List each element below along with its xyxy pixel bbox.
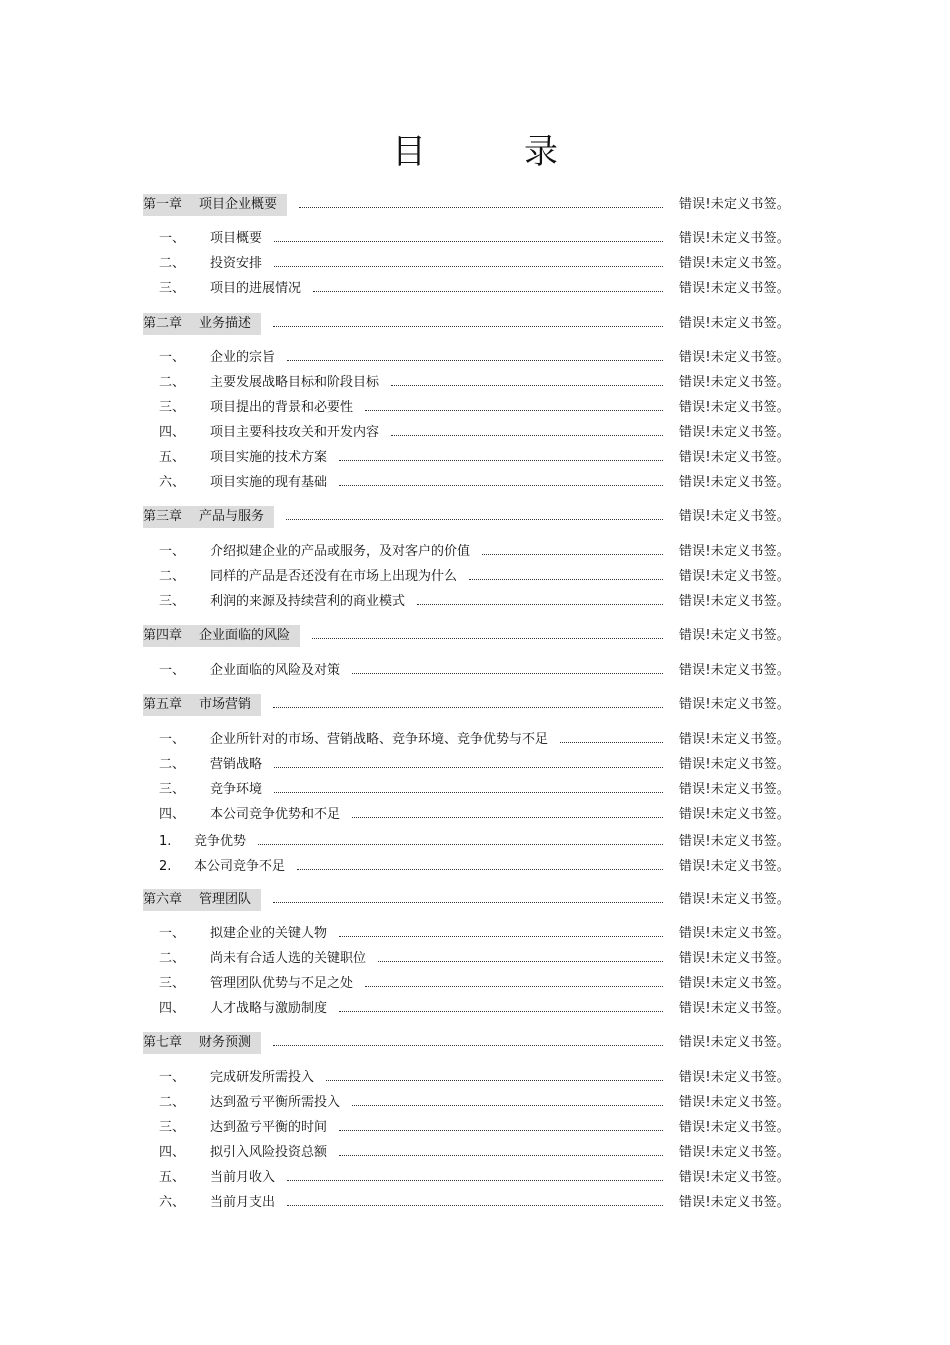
toc-entry[interactable]	[143, 998, 790, 1020]
toc-entry-title: 项目的进展情况	[210, 281, 302, 296]
toc-entry-number: 二、	[159, 757, 186, 772]
toc-entry[interactable]	[143, 253, 790, 275]
toc-leader-dots	[482, 554, 663, 555]
toc-entry-title: 主要发展战略目标和阶段目标	[210, 375, 380, 390]
toc-entry-number: 一、	[159, 231, 186, 246]
toc-page-reference: 错误!未定义书签。	[678, 475, 790, 490]
toc-entry[interactable]	[143, 541, 790, 563]
toc-chapter-entry[interactable]	[143, 506, 790, 528]
toc-entry-label	[159, 253, 262, 275]
toc-entry-title: 当前月支出	[210, 1195, 276, 1210]
toc-entry-title: 企业面临的风险	[199, 628, 291, 643]
toc-leader-dots	[274, 266, 663, 267]
toc-entry-title: 项目企业概要	[199, 197, 278, 212]
toc-page-reference: 错误!未定义书签。	[678, 231, 790, 246]
toc-page-reference: 错误!未定义书签。	[678, 400, 790, 415]
toc-leader-dots	[352, 673, 663, 674]
toc-entry-label	[143, 194, 287, 216]
toc-leader-dots	[273, 326, 663, 327]
toc-entry-number: 三、	[159, 782, 186, 797]
toc-entry-number: 四、	[159, 1145, 186, 1160]
toc-chapter-entry[interactable]	[143, 694, 790, 716]
toc-page-reference: 错误!未定义书签。	[678, 807, 790, 822]
toc-entry-title: 业务描述	[199, 316, 252, 331]
toc-entry-number: 三、	[159, 1120, 186, 1135]
toc-entry[interactable]	[143, 831, 790, 853]
toc-leader-dots	[339, 485, 663, 486]
toc-leader-dots	[273, 707, 663, 708]
toc-entry-number: 第六章	[143, 892, 183, 907]
toc-leader-dots	[417, 604, 663, 605]
toc-chapter-entry[interactable]	[143, 625, 790, 647]
toc-entry-title: 投资安排	[210, 256, 263, 271]
toc-leader-dots	[274, 792, 663, 793]
toc-entry-number: 2.	[159, 859, 172, 874]
toc-entry-number: 一、	[159, 663, 186, 678]
toc-entry-label	[159, 1117, 327, 1139]
toc-entry-number: 二、	[159, 1095, 186, 1110]
toc-page-reference: 错误!未定义书签。	[678, 1070, 790, 1085]
toc-entry-title: 达到盈亏平衡所需投入	[210, 1095, 341, 1110]
toc-leader-dots	[299, 207, 663, 208]
toc-entry-label	[159, 541, 470, 563]
toc-page-reference: 错误!未定义书签。	[678, 256, 790, 271]
toc-entry-number: 第二章	[143, 316, 183, 331]
toc-leader-dots	[286, 519, 663, 520]
toc-leader-dots	[391, 385, 663, 386]
toc-leader-dots	[469, 579, 663, 580]
toc-entry-title: 产品与服务	[199, 509, 265, 524]
toc-entry-label	[143, 694, 261, 716]
toc-leader-dots	[378, 961, 663, 962]
toc-entry-label	[159, 566, 457, 588]
toc-entry-label	[159, 923, 327, 945]
toc-entry-number: 二、	[159, 951, 186, 966]
toc-entry-title: 达到盈亏平衡的时间	[210, 1120, 328, 1135]
toc-entry[interactable]	[143, 472, 790, 494]
toc-leader-dots	[339, 936, 663, 937]
toc-entry-label	[159, 856, 285, 878]
toc-leader-dots	[352, 1105, 663, 1106]
toc-entry-title: 竞争优势	[194, 834, 247, 849]
toc-entry-label	[159, 472, 327, 494]
toc-entry-number: 四、	[159, 807, 186, 822]
toc-entry-title: 财务预测	[199, 1035, 252, 1050]
toc-entry-label	[159, 347, 275, 369]
toc-leader-dots	[273, 902, 663, 903]
toc-page-reference: 错误!未定义书签。	[678, 1170, 790, 1185]
toc-entry-title: 企业面临的风险及对策	[210, 663, 341, 678]
toc-page-reference: 错误!未定义书签。	[678, 976, 790, 991]
toc-entry-number: 一、	[159, 732, 186, 747]
toc-entry-number: 三、	[159, 281, 186, 296]
toc-entry[interactable]	[143, 1092, 790, 1114]
toc-entry[interactable]	[143, 923, 790, 945]
toc-page-reference: 错误!未定义书签。	[678, 425, 790, 440]
toc-entry[interactable]	[143, 591, 790, 613]
toc-page-reference: 错误!未定义书签。	[678, 1035, 790, 1050]
toc-entry-label	[159, 1092, 340, 1114]
toc-leader-dots	[312, 638, 663, 639]
toc-page-reference: 错误!未定义书签。	[678, 375, 790, 390]
toc-entry-title: 市场营销	[199, 697, 252, 712]
toc-leader-dots	[339, 460, 663, 461]
toc-entry-number: 三、	[159, 400, 186, 415]
toc-entry-label	[159, 397, 353, 419]
toc-leader-dots	[287, 1205, 663, 1206]
toc-page-reference: 错误!未定义书签。	[678, 281, 790, 296]
toc-entry-title: 尚未有合适人选的关键职位	[210, 951, 367, 966]
toc-entry[interactable]	[143, 347, 790, 369]
toc-entry-label	[159, 422, 379, 444]
toc-entry-number: 第五章	[143, 697, 183, 712]
toc-entry-label	[159, 1142, 327, 1164]
toc-chapter-entry[interactable]	[143, 194, 790, 216]
toc-entry-title: 同样的产品是否还没有在市场上出现为什么	[210, 569, 458, 584]
toc-entry[interactable]	[143, 754, 790, 776]
toc-entry-title: 企业的宗旨	[210, 350, 276, 365]
toc-page-reference: 错误!未定义书签。	[678, 859, 790, 874]
toc-entry-label	[159, 1067, 314, 1089]
toc-page-reference: 错误!未定义书签。	[678, 316, 790, 331]
toc-entry-title: 本公司竞争优势和不足	[210, 807, 341, 822]
toc-entry-label	[143, 625, 300, 647]
toc-entry-number: 五、	[159, 1170, 186, 1185]
toc-entry-label	[159, 228, 262, 250]
toc-page-reference: 错误!未定义书签。	[678, 732, 790, 747]
toc-entry-label	[159, 779, 262, 801]
toc-page-reference: 错误!未定义书签。	[678, 1001, 790, 1016]
toc-page-reference: 错误!未定义书签。	[678, 951, 790, 966]
toc-page-reference: 错误!未定义书签。	[678, 782, 790, 797]
toc-leader-dots	[287, 1180, 663, 1181]
toc-leader-dots	[326, 1080, 663, 1081]
toc-entry[interactable]	[143, 779, 790, 801]
toc-leader-dots	[339, 1155, 663, 1156]
toc-entry-label	[159, 278, 301, 300]
toc-entry-title: 人才战略与激励制度	[210, 1001, 328, 1016]
toc-entry-label	[159, 1167, 275, 1189]
toc-entry-title: 项目提出的背景和必要性	[210, 400, 354, 415]
toc-leader-dots	[287, 360, 663, 361]
toc-entry-number: 1.	[159, 834, 172, 849]
toc-entry[interactable]	[143, 566, 790, 588]
toc-page-reference: 错误!未定义书签。	[678, 569, 790, 584]
toc-entry-number: 第四章	[143, 628, 183, 643]
toc-leader-dots	[339, 1011, 663, 1012]
toc-entry[interactable]	[143, 729, 790, 751]
toc-entry-label	[143, 313, 261, 335]
toc-entry[interactable]	[143, 856, 790, 878]
toc-entry-number: 六、	[159, 1195, 186, 1210]
toc-entry-number: 三、	[159, 976, 186, 991]
toc-entry-label	[159, 754, 262, 776]
toc-entry[interactable]	[143, 1192, 790, 1214]
toc-page-reference: 错误!未定义书签。	[678, 1095, 790, 1110]
toc-page-reference: 错误!未定义书签。	[678, 594, 790, 609]
toc-entry[interactable]	[143, 1067, 790, 1089]
toc-page-reference: 错误!未定义书签。	[678, 697, 790, 712]
toc-entry-title: 介绍拟建企业的产品或服务，及对客户的价值	[210, 544, 471, 559]
toc-entry-title: 利润的来源及持续营利的商业模式	[210, 594, 406, 609]
toc-entry-label	[143, 889, 261, 911]
toc-entry-title: 管理团队优势与不足之处	[210, 976, 354, 991]
toc-entry-label	[159, 831, 246, 853]
toc-page-reference: 错误!未定义书签。	[678, 892, 790, 907]
toc-page-reference: 错误!未定义书签。	[678, 197, 790, 212]
toc-entry-title: 本公司竞争不足	[194, 859, 286, 874]
toc-leader-dots	[273, 1045, 663, 1046]
toc-entry-label	[159, 998, 327, 1020]
toc-entry[interactable]	[143, 1167, 790, 1189]
toc-page-reference: 错误!未定义书签。	[678, 663, 790, 678]
toc-page-reference: 错误!未定义书签。	[678, 1145, 790, 1160]
toc-leader-dots	[365, 986, 663, 987]
toc-entry[interactable]	[143, 397, 790, 419]
toc-entry-title: 拟建企业的关键人物	[210, 926, 328, 941]
toc-entry[interactable]	[143, 1117, 790, 1139]
toc-entry-title: 拟引入风险投资总额	[210, 1145, 328, 1160]
toc-entry-label	[159, 372, 379, 394]
toc-entry-title: 完成研发所需投入	[210, 1070, 315, 1085]
toc-entry-number: 第三章	[143, 509, 183, 524]
toc-page-reference: 错误!未定义书签。	[678, 834, 790, 849]
toc-leader-dots	[339, 1130, 663, 1131]
toc-entry-title: 管理团队	[199, 892, 252, 907]
toc-leader-dots	[274, 767, 663, 768]
toc-entry-label	[159, 660, 340, 682]
page-title: 目 录	[392, 132, 590, 172]
toc-entry-title: 企业所针对的市场、营销战略、竞争环境、竞争优势与不足	[210, 732, 549, 747]
toc-entry-number: 一、	[159, 1070, 186, 1085]
toc-entry[interactable]	[143, 660, 790, 682]
toc-page-reference: 错误!未定义书签。	[678, 757, 790, 772]
toc-entry-number: 一、	[159, 544, 186, 559]
toc-entry[interactable]	[143, 948, 790, 970]
toc-entry-title: 项目概要	[210, 231, 263, 246]
toc-entry-label	[159, 973, 353, 995]
toc-page-reference: 错误!未定义书签。	[678, 1120, 790, 1135]
toc-entry-label	[159, 729, 548, 751]
toc-page-reference: 错误!未定义书签。	[678, 926, 790, 941]
toc-entry-title: 项目实施的技术方案	[210, 450, 328, 465]
toc-entry-number: 二、	[159, 375, 186, 390]
toc-entry-number: 四、	[159, 1001, 186, 1016]
toc-entry[interactable]	[143, 228, 790, 250]
toc-leader-dots	[297, 869, 663, 870]
toc-entry-label	[143, 506, 274, 528]
toc-entry-title: 项目实施的现有基础	[210, 475, 328, 490]
toc-leader-dots	[352, 817, 663, 818]
toc-entry[interactable]	[143, 447, 790, 469]
toc-entry-title: 项目主要科技攻关和开发内容	[210, 425, 380, 440]
toc-entry[interactable]	[143, 973, 790, 995]
toc-leader-dots	[274, 241, 663, 242]
toc-entry-number: 一、	[159, 926, 186, 941]
toc-entry-number: 二、	[159, 569, 186, 584]
toc-leader-dots	[365, 410, 663, 411]
toc-entry-label	[159, 1192, 275, 1214]
toc-entry[interactable]	[143, 422, 790, 444]
toc-entry-title: 营销战略	[210, 757, 263, 772]
toc-chapter-entry[interactable]	[143, 313, 790, 335]
toc-leader-dots	[313, 291, 663, 292]
toc-entry-label	[159, 804, 340, 826]
toc-leader-dots	[391, 435, 663, 436]
toc-entry-number: 第一章	[143, 197, 183, 212]
toc-entry[interactable]	[143, 372, 790, 394]
toc-entry-number: 六、	[159, 475, 186, 490]
toc-entry-label	[159, 948, 366, 970]
toc-page-reference: 错误!未定义书签。	[678, 544, 790, 559]
toc-entry-number: 第七章	[143, 1035, 183, 1050]
toc-page-reference: 错误!未定义书签。	[678, 450, 790, 465]
toc-entry-label	[143, 1032, 261, 1054]
toc-page-reference: 错误!未定义书签。	[678, 1195, 790, 1210]
toc-chapter-entry[interactable]	[143, 889, 790, 911]
toc-entry-number: 一、	[159, 350, 186, 365]
toc-entry-number: 五、	[159, 450, 186, 465]
toc-entry-number: 四、	[159, 425, 186, 440]
toc-entry[interactable]	[143, 1142, 790, 1164]
toc-page-reference: 错误!未定义书签。	[678, 350, 790, 365]
toc-entry-title: 当前月收入	[210, 1170, 276, 1185]
toc-leader-dots	[560, 742, 663, 743]
toc-page-reference: 错误!未定义书签。	[678, 628, 790, 643]
toc-chapter-entry[interactable]	[143, 1032, 790, 1054]
toc-entry-number: 二、	[159, 256, 186, 271]
toc-entry-label	[159, 591, 405, 613]
toc-leader-dots	[258, 844, 663, 845]
toc-page-reference: 错误!未定义书签。	[678, 509, 790, 524]
toc-entry-number: 三、	[159, 594, 186, 609]
toc-entry[interactable]	[143, 278, 790, 300]
toc-entry-label	[159, 447, 327, 469]
toc-entry-title: 竞争环境	[210, 782, 263, 797]
toc-entry[interactable]	[143, 804, 790, 826]
